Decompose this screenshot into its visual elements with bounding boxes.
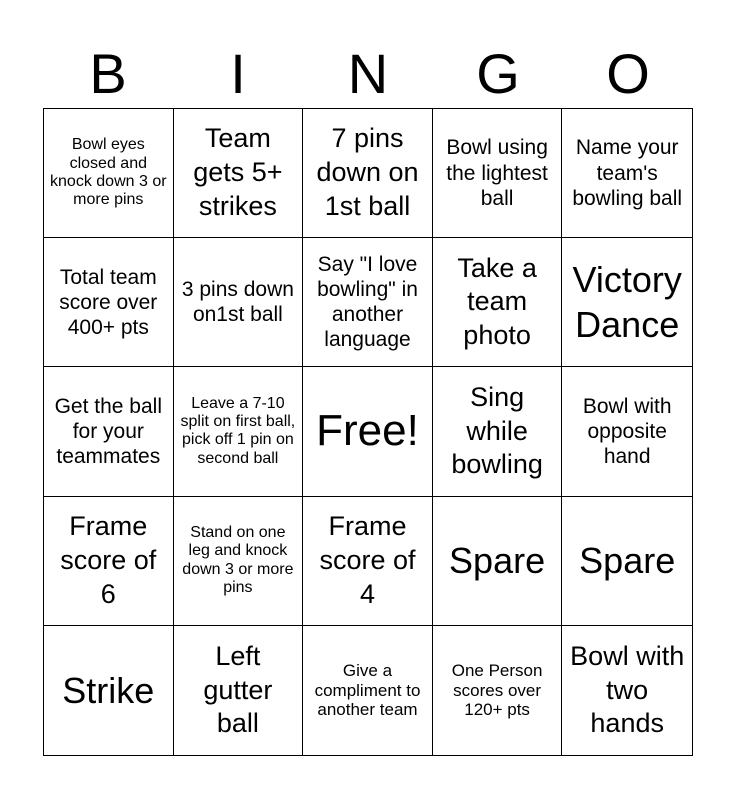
bingo-cell[interactable]: Strike (44, 626, 174, 755)
bingo-header (43, 40, 693, 108)
bingo-cell[interactable]: Bowl with opposite hand (562, 367, 692, 496)
free-cell[interactable]: Free! (303, 367, 433, 496)
bingo-cell[interactable]: Victory Dance (562, 238, 692, 367)
bingo-cell[interactable]: Name your team's bowling ball (562, 109, 692, 238)
bingo-cell[interactable]: Leave a 7-10 split on first ball, pick off 1 pin on second ball (174, 367, 304, 496)
bingo-board (43, 108, 693, 756)
bingo-cell[interactable]: Total team score over 400+ pts (44, 238, 174, 367)
bingo-cell[interactable]: One Person scores over 120+ pts (433, 626, 563, 755)
bingo-cell[interactable]: Give a compliment to another team (303, 626, 433, 755)
bingo-cell[interactable]: 3 pins down on1st ball (174, 238, 304, 367)
bingo-cell[interactable]: Team gets 5+ strikes (174, 109, 304, 238)
header-letter-b: B (89, 42, 127, 105)
header-letter-i: I (230, 42, 246, 105)
bingo-cell[interactable]: Sing while bowling (433, 367, 563, 496)
bingo-cell[interactable]: Bowl eyes closed and knock down 3 or more pins (44, 109, 174, 238)
header-letter-n: N (347, 42, 389, 105)
bingo-cell[interactable]: Say "I love bowling" in another language (303, 238, 433, 367)
bingo-cell[interactable]: Get the ball for your teammates (44, 367, 174, 496)
bingo-cell[interactable]: Bowl using the lightest ball (433, 109, 563, 238)
header-letter-o: O (606, 42, 650, 105)
bingo-cell[interactable]: Take a team photo (433, 238, 563, 367)
bingo-cell[interactable]: 7 pins down on 1st ball (303, 109, 433, 238)
bingo-cell[interactable]: Frame score of 4 (303, 497, 433, 626)
bingo-cell[interactable]: Stand on one leg and knock down 3 or more pins (174, 497, 304, 626)
bingo-cell[interactable]: Frame score of 6 (44, 497, 174, 626)
bingo-cell[interactable]: Bowl with two hands (570, 640, 685, 739)
bingo-cell[interactable]: Spare (562, 497, 692, 626)
header-letter-g: G (476, 42, 520, 105)
bingo-cell[interactable]: Spare (433, 497, 563, 626)
bingo-cell[interactable]: Left gutter ball (174, 626, 304, 755)
